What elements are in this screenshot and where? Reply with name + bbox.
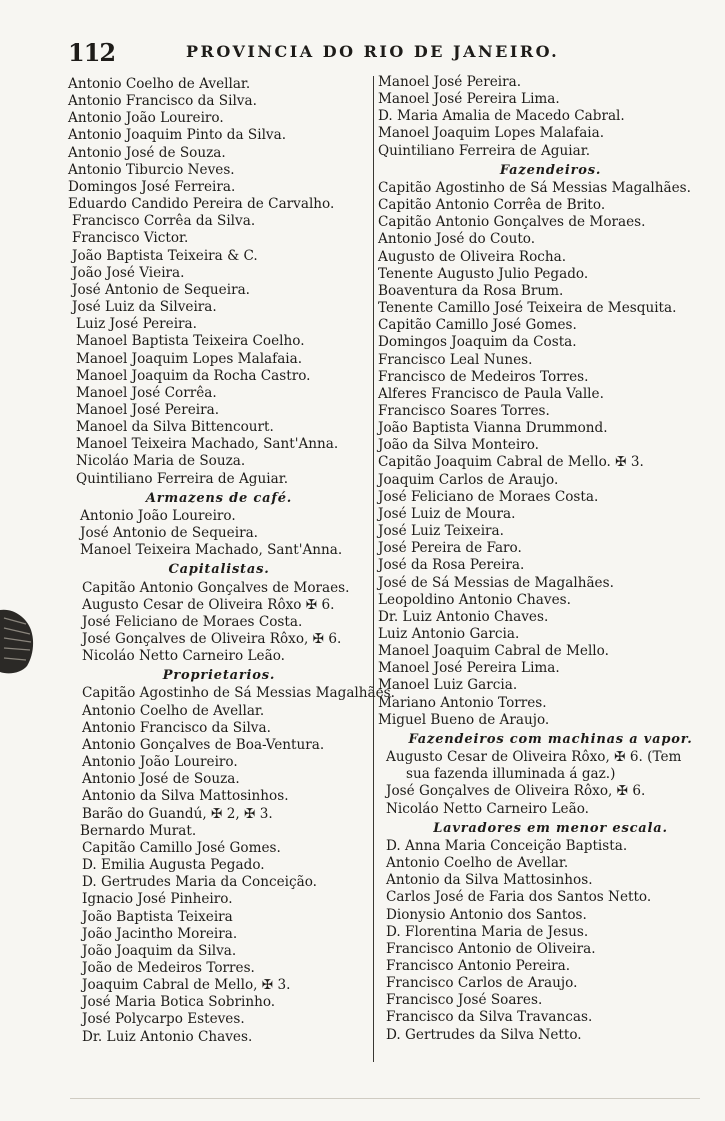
- list-item: Nicoláo Netto Carneiro Leão.: [386, 800, 589, 817]
- section-heading-armazens: Armazens de café.: [145, 490, 293, 506]
- list-item: Nicoláo Netto Carneiro Leão.: [82, 648, 285, 665]
- list-item: José Feliciano de Moraes Costa.: [378, 488, 599, 505]
- list-item: Antonio José do Couto.: [378, 231, 536, 248]
- list-item: José da Rosa Pereira.: [378, 557, 525, 574]
- list-item: Capitão Antonio Gonçalves de Moraes.: [82, 579, 350, 596]
- list-item: Ignacio José Pinheiro.: [82, 891, 233, 908]
- list-item: D. Emilia Augusta Pegado.: [82, 857, 265, 874]
- list-item: Antonio João Loureiro.: [80, 507, 236, 524]
- list-item: Joaquim Carlos de Araujo.: [378, 471, 559, 488]
- list-item: D. Maria Amalia de Macedo Cabral.: [378, 108, 625, 125]
- list-item: José Gonçalves de Oliveira Rôxo, ✠ 6.: [386, 783, 646, 800]
- list-item: Joaquim Cabral de Mello, ✠ 3.: [82, 977, 291, 994]
- left-column: [68, 76, 395, 1046]
- list-item: Eduardo Candido Pereira de Carvalho.: [68, 196, 335, 213]
- list-item: Boaventura da Rosa Brum.: [378, 282, 564, 299]
- list-item: Francisco Leal Nunes.: [378, 351, 533, 368]
- right-column: [378, 74, 713, 1044]
- list-item: Antonio Joaquim Pinto da Silva.: [68, 127, 287, 144]
- list-item: Francisco Victor.: [72, 230, 189, 247]
- list-item: Francisco de Medeiros Torres.: [378, 368, 589, 385]
- list-item: Manoel Baptista Teixeira Coelho.: [76, 333, 305, 350]
- list-item: Manoel José Pereira Lima.: [378, 91, 560, 108]
- list-item: Miguel Bueno de Araujo.: [378, 711, 550, 728]
- list-item: José Gonçalves de Oliveira Rôxo, ✠ 6.: [82, 631, 342, 647]
- fazendeiros-vapor-list: [378, 749, 713, 818]
- list-item: José Antonio de Sequeira.: [80, 525, 258, 542]
- list-item: Leopoldino Antonio Chaves.: [378, 591, 571, 608]
- list-item: Alferes Francisco de Paula Valle.: [378, 385, 604, 402]
- list-item: Quintiliano Ferreira de Aguiar.: [378, 142, 591, 159]
- list-item: José Luiz de Moura.: [378, 505, 516, 522]
- list-item: Dionysio Antonio dos Santos.: [386, 906, 587, 923]
- page-bottom-edge: [70, 1098, 700, 1099]
- section-heading-proprietarios: Proprietarios.: [162, 668, 276, 684]
- list-item: Manoel José Pereira Lima.: [378, 660, 560, 677]
- list-item: João Joaquim da Silva.: [82, 942, 237, 959]
- list-item: Francisco da Silva Travancas.: [386, 1009, 593, 1026]
- list-item: Francisco Corrêa da Silva.: [72, 213, 256, 230]
- list-item: Francisco Soares Torres.: [378, 402, 550, 419]
- list-item: Antonio da Silva Mattosinhos.: [386, 872, 593, 889]
- list-item: Capitão Antonio Corrêa de Brito.: [378, 197, 606, 214]
- list-item: Augusto Cesar de Oliveira Rôxo, ✠ 6. (Tem: [386, 749, 682, 766]
- section-heading-lavradores: Lavradores em menor escala.: [433, 820, 668, 836]
- page-number: 112: [68, 38, 116, 67]
- list-item: Capitão Camillo José Gomes.: [82, 839, 281, 856]
- list-item: João José Vieira.: [72, 264, 185, 281]
- list-item: Manoel José Pereira.: [378, 74, 522, 90]
- list-item: Augusto Cesar de Oliveira Rôxo ✠ 6.: [82, 596, 335, 613]
- list-item: José Luiz da Silveira.: [72, 299, 217, 316]
- proprietarios-list: [68, 685, 395, 1045]
- list-item: Antonio Coelho de Avellar.: [386, 855, 569, 872]
- lavradores-list: [378, 838, 713, 1044]
- list-item: José Maria Botica Sobrinho.: [82, 994, 276, 1011]
- list-item: Manoel Luiz Garcia.: [378, 677, 518, 694]
- list-item: Mariano Antonio Torres.: [378, 694, 547, 711]
- list-item: Manoel da Silva Bittencourt.: [76, 419, 274, 436]
- list-item: Manoel José Corrêa.: [76, 384, 217, 401]
- list-item: José Pereira de Faro.: [378, 540, 522, 557]
- list-item: Quintiliano Ferreira de Aguiar.: [76, 470, 289, 487]
- list-item: Antonio José de Souza.: [82, 771, 240, 788]
- list-item: Manoel Joaquim da Rocha Castro.: [76, 367, 311, 384]
- fazendeiros-list: [378, 180, 713, 729]
- list-item: Antonio Coelho de Avellar.: [68, 76, 251, 92]
- list-item: Augusto de Oliveira Rocha.: [378, 248, 567, 265]
- list-item: José Polycarpo Esteves.: [82, 1011, 245, 1028]
- list-item: José Antonio de Sequeira.: [72, 281, 250, 298]
- list-item: Tenente Augusto Julio Pegado.: [378, 265, 589, 282]
- list-item: Antonio Francisco da Silva.: [68, 93, 257, 110]
- list-item: João Baptista Teixeira: [82, 908, 233, 925]
- list-item: João Baptista Teixeira & C.: [72, 247, 258, 264]
- list-item: Dr. Luiz Antonio Chaves.: [378, 608, 549, 625]
- list-item: Domingos Joaquim da Costa.: [378, 334, 577, 351]
- list-item: Antonio Gonçalves de Boa-Ventura.: [82, 736, 325, 753]
- list-item: Carlos José de Faria dos Santos Netto.: [386, 889, 652, 906]
- section-heading-fazendeiros-vapor: Fazendeiros com machinas a vapor.: [408, 731, 693, 747]
- list-item: D. Gertrudes da Silva Netto.: [386, 1026, 582, 1043]
- list-item: Francisco Antonio Pereira.: [386, 957, 571, 974]
- list-item: Francisco Antonio de Oliveira.: [386, 940, 596, 957]
- list-item-continuation: sua fazenda illuminada á gaz.): [406, 766, 616, 783]
- list-item: Antonio da Silva Mattosinhos.: [82, 788, 289, 805]
- capitalistas-list: [68, 580, 370, 666]
- column-divider: [373, 76, 374, 1062]
- list-item: João Baptista Vianna Drummond.: [378, 420, 608, 437]
- list-item: Barão do Guandú, ✠ 2, ✠ 3.: [82, 805, 273, 822]
- list-item: Antonio João Loureiro.: [82, 754, 238, 771]
- section-heading-capitalistas: Capitalistas.: [168, 562, 270, 578]
- left-intro-list: [68, 76, 370, 488]
- list-item: Capitão Agostinho de Sá Messias Magalhães.: [82, 685, 395, 702]
- list-item: Antonio José de Souza.: [68, 144, 226, 161]
- list-item: D. Anna Maria Conceição Baptista.: [386, 837, 628, 854]
- armazens-list: [68, 508, 370, 559]
- list-item: João da Silva Monteiro.: [378, 437, 539, 454]
- list-item: Francisco Carlos de Araujo.: [386, 975, 578, 992]
- list-item: Domingos José Ferreira.: [68, 178, 236, 195]
- list-item: Manoel Teixeira Machado, Sant'Anna.: [80, 542, 343, 559]
- list-item: Manoel Joaquim Lopes Malafaia.: [76, 350, 303, 367]
- list-item: Antonio Tiburcio Neves.: [68, 161, 235, 178]
- list-item: Capitão Antonio Gonçalves de Moraes.: [378, 214, 646, 231]
- list-item: Manoel Teixeira Machado, Sant'Anna.: [76, 436, 339, 453]
- list-item: D. Florentina Maria de Jesus.: [386, 923, 589, 940]
- list-item: Antonio João Loureiro.: [68, 110, 224, 127]
- list-item: José de Sá Messias de Magalhães.: [378, 574, 614, 591]
- list-item: Capitão Joaquim Cabral de Mello. ✠ 3.: [378, 454, 644, 471]
- list-item: João de Medeiros Torres.: [82, 959, 255, 976]
- list-item: Capitão Camillo José Gomes.: [378, 317, 577, 334]
- list-item: João Jacintho Moreira.: [82, 925, 238, 942]
- running-head: PROVINCIA DO RIO DE JANEIRO.: [186, 42, 560, 61]
- list-item: Luiz José Pereira.: [76, 316, 197, 333]
- list-item: Antonio Coelho de Avellar.: [82, 702, 265, 719]
- list-item: Capitão Agostinho de Sá Messias Magalhães.: [378, 179, 691, 196]
- right-intro-list: [378, 74, 713, 160]
- section-heading-fazendeiros: Fazendeiros.: [499, 162, 602, 178]
- list-item: Bernardo Murat.: [80, 822, 197, 839]
- list-item: Dr. Luiz Antonio Chaves.: [82, 1028, 253, 1045]
- list-item: Francisco José Soares.: [386, 992, 543, 1009]
- margin-ornament-icon: [0, 604, 34, 676]
- list-item: José Feliciano de Moraes Costa.: [82, 613, 303, 630]
- list-item: Manoel Joaquim Lopes Malafaia.: [378, 125, 605, 142]
- list-item: Nicoláo Maria de Souza.: [76, 453, 246, 470]
- list-item: José Luiz Teixeira.: [378, 523, 504, 540]
- list-item: Tenente Camillo José Teixeira de Mesquita.: [378, 300, 677, 317]
- list-item: Luiz Antonio Garcia.: [378, 626, 520, 642]
- list-item: D. Gertrudes Maria da Conceição.: [82, 874, 317, 891]
- list-item: Manoel Joaquim Cabral de Mello.: [378, 643, 609, 660]
- list-item: Manoel José Pereira.: [76, 401, 220, 418]
- list-item: Antonio Francisco da Silva.: [82, 719, 271, 736]
